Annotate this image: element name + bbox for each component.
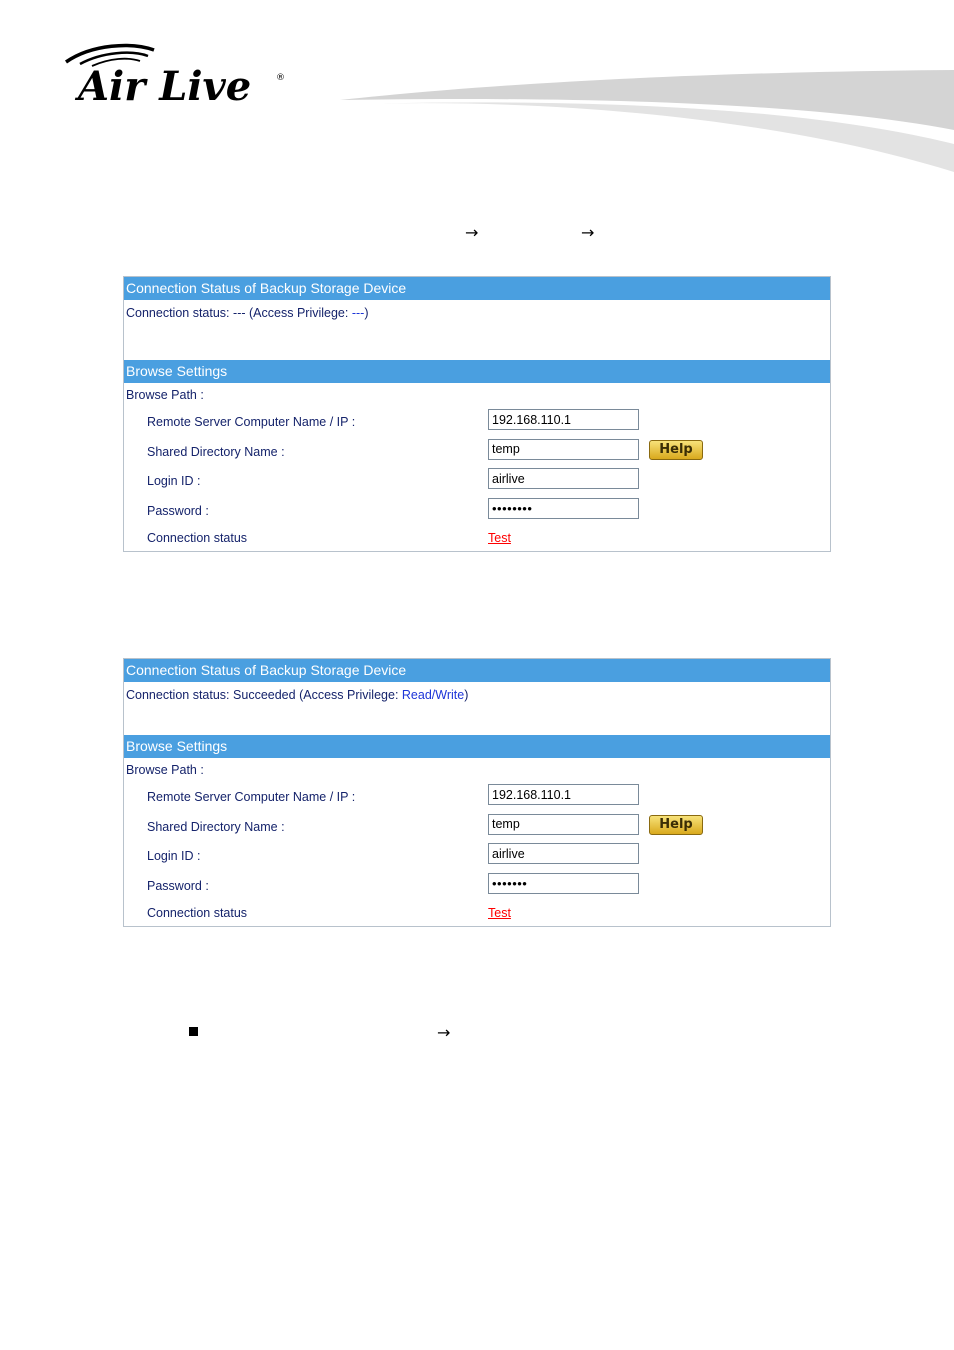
- privilege-suffix: ): [364, 306, 369, 320]
- password-label: Password :: [147, 503, 209, 518]
- shared-directory-label: Shared Directory Name :: [147, 444, 285, 459]
- login-id-label: Login ID :: [147, 474, 201, 489]
- password-row: [124, 496, 830, 526]
- right-arrow-icon: →: [581, 223, 595, 242]
- connection-status-line: [124, 300, 830, 360]
- remote-server-label: Remote Server Computer Name / IP :: [147, 415, 356, 429]
- status-prefix: Connection status:: [126, 688, 230, 702]
- shared-directory-input[interactable]: [488, 814, 639, 835]
- status-prefix: Connection status:: [126, 306, 230, 320]
- remote-server-input[interactable]: [488, 409, 639, 430]
- privilege-prefix: (Access Privilege:: [249, 306, 349, 320]
- status-value: Succeeded: [233, 688, 296, 702]
- connection-status-line: [124, 682, 830, 735]
- logo-text: Air Live: [78, 63, 252, 106]
- shared-directory-input[interactable]: [488, 439, 639, 460]
- privilege-suffix: ): [464, 688, 469, 702]
- airlive-logo-icon: [62, 40, 292, 106]
- section-header-browse-settings: Browse Settings: [124, 735, 830, 758]
- connection-status-row: [124, 525, 830, 551]
- password-input[interactable]: [488, 498, 639, 519]
- square-bullet-icon: [189, 1027, 198, 1036]
- backup-storage-panel: [123, 658, 831, 927]
- login-id-label: Login ID :: [147, 849, 201, 864]
- browse-path-label: Browse Path :: [126, 388, 204, 402]
- help-button[interactable]: Help: [649, 815, 703, 835]
- right-arrow-icon: →: [437, 1023, 451, 1042]
- connection-status-label: Connection status: [147, 906, 248, 921]
- right-arrow-icon: →: [465, 223, 479, 242]
- header-swoosh: [340, 64, 954, 178]
- privilege-prefix: (Access Privilege:: [299, 688, 399, 702]
- privilege-value: Read/Write: [401, 688, 465, 702]
- privilege-value: ---: [351, 306, 365, 320]
- status-value: ---: [233, 306, 246, 320]
- section-header-browse-settings: Browse Settings: [124, 360, 830, 383]
- shared-directory-row: [124, 437, 830, 467]
- registered-mark: ®: [276, 73, 285, 83]
- section-header-connection-status: Connection Status of Backup Storage Device: [124, 659, 830, 682]
- login-id-input[interactable]: [488, 468, 639, 489]
- test-link[interactable]: Test: [488, 531, 511, 546]
- login-id-row: [124, 466, 830, 496]
- shared-directory-label: Shared Directory Name :: [147, 819, 285, 834]
- login-id-row: [124, 841, 830, 871]
- section-header-connection-status: Connection Status of Backup Storage Device: [124, 277, 830, 300]
- connection-status-row: [124, 900, 830, 926]
- connection-status-label: Connection status: [147, 531, 248, 546]
- test-link[interactable]: Test: [488, 906, 511, 921]
- help-button[interactable]: Help: [649, 440, 703, 460]
- backup-storage-panel: [123, 276, 831, 552]
- remote-server-label: Remote Server Computer Name / IP :: [147, 790, 356, 804]
- remote-server-row: [124, 782, 830, 812]
- password-row: [124, 871, 830, 901]
- password-label: Password :: [147, 878, 209, 893]
- browse-path-label: Browse Path :: [126, 763, 204, 777]
- login-id-input[interactable]: [488, 843, 639, 864]
- remote-server-input[interactable]: [488, 784, 639, 805]
- password-input[interactable]: [488, 873, 639, 894]
- shared-directory-row: [124, 812, 830, 842]
- remote-server-row: [124, 407, 830, 437]
